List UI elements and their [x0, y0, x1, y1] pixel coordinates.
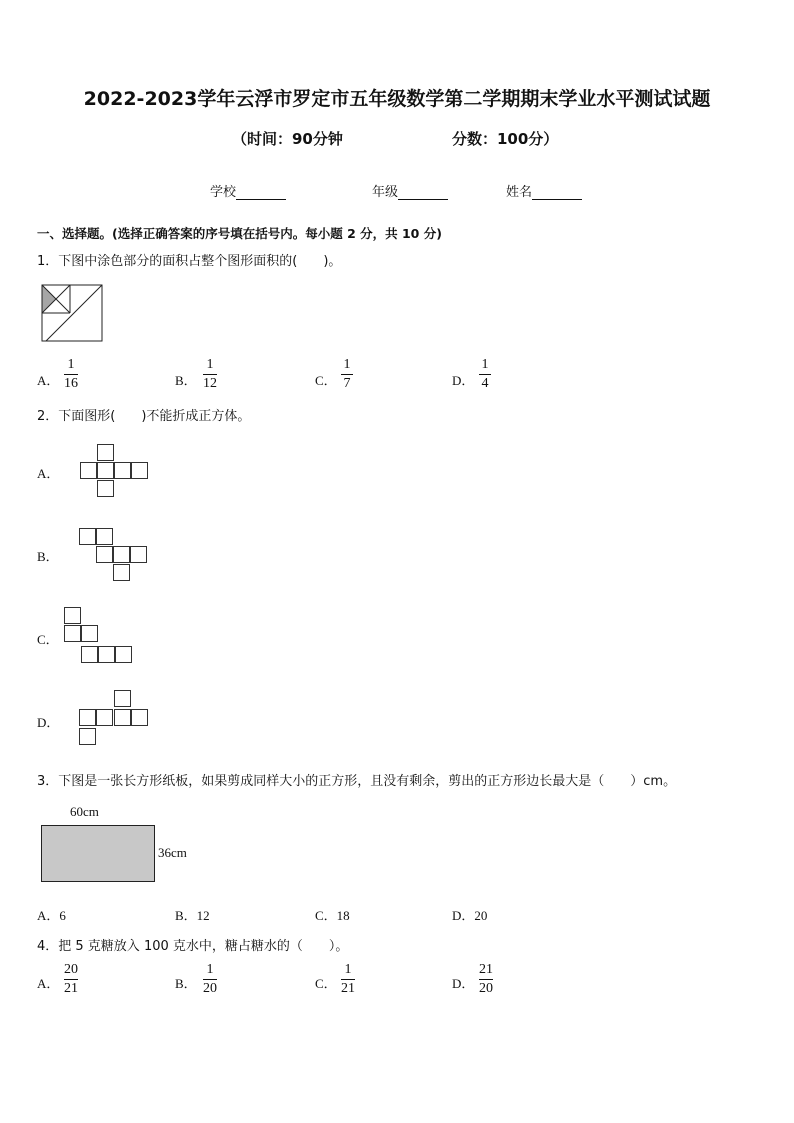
q4-option-b-fraction — [203, 962, 217, 996]
cardboard-rectangle — [41, 825, 155, 882]
q1-option-d-fraction — [479, 357, 491, 391]
question-1-stem: 1．下图中涂色部分的面积占整个图形面积的( )。 — [37, 254, 342, 269]
q4-option-a-fraction — [64, 962, 78, 996]
question-2-stem: 2．下面图形( )不能折成正方体。 — [37, 409, 251, 424]
denominator: 20 — [203, 981, 217, 996]
q3-option-d: D．20 — [452, 908, 488, 923]
rect-width-label: 60cm — [70, 804, 99, 819]
q1-option-c-label: C． — [315, 373, 337, 388]
q4-option-d-label: D． — [452, 976, 475, 991]
q3-option-c: C．18 — [315, 908, 350, 923]
numerator: 1 — [206, 962, 214, 977]
question-1-figure — [41, 284, 103, 342]
denominator: 20 — [479, 981, 493, 996]
numerator: 20 — [64, 962, 78, 977]
q1-option-c-fraction — [341, 357, 353, 391]
school-field — [210, 181, 286, 200]
school-blank — [236, 185, 286, 200]
grade-blank — [398, 185, 448, 200]
q2-option-d-label: D． — [37, 715, 60, 730]
numerator: 21 — [479, 962, 493, 977]
q1-option-b-fraction — [203, 357, 217, 391]
q1-option-d-label: D． — [452, 373, 475, 388]
rect-height-label: 36cm — [158, 845, 187, 860]
q3-option-b: B．12 — [175, 908, 210, 923]
q2-option-c-label: C． — [37, 632, 59, 647]
denominator: 12 — [203, 376, 217, 391]
section-heading: 一、选择题。(选择正确答案的序号填在括号内。每小题 2 分，共 10 分) — [37, 226, 442, 241]
name-field — [506, 181, 582, 200]
q3-option-a: A．6 — [37, 908, 66, 923]
name-label: 姓名 — [506, 185, 533, 200]
denominator: 4 — [481, 376, 489, 391]
grade-field — [372, 181, 448, 200]
numerator: 1 — [343, 357, 351, 372]
question-3-stem: 3．下图是一张长方形纸板，如果剪成同样大小的正方形，且没有剩余，剪出的正方形边长最大是（ ）cm。 — [37, 774, 677, 789]
q4-option-c-label: C． — [315, 976, 337, 991]
exam-score: 分数：100分） — [452, 130, 559, 148]
name-blank — [532, 185, 582, 200]
q1-option-a-fraction — [64, 357, 78, 391]
q2-option-b-label: B． — [37, 549, 59, 564]
page-title: 2022-2023学年云浮市罗定市五年级数学第二学期期末学业水平测试试题 — [83, 88, 711, 110]
numerator: 1 — [344, 962, 352, 977]
q4-option-a-label: A． — [37, 976, 60, 991]
denominator: 21 — [64, 981, 78, 996]
numerator: 1 — [67, 357, 75, 372]
denominator: 16 — [64, 376, 78, 391]
shaded-triangle — [42, 285, 56, 313]
q1-option-b-label: B． — [175, 373, 197, 388]
q4-option-d-fraction — [479, 962, 493, 996]
q4-option-b-label: B． — [175, 976, 197, 991]
q2-option-a-label: A． — [37, 466, 60, 481]
question-4-stem: 4．把 5 克糖放入 100 克水中，糖占糖水的（ ）。 — [37, 939, 349, 954]
denominator: 21 — [341, 981, 355, 996]
numerator: 1 — [206, 357, 214, 372]
numerator: 1 — [481, 357, 489, 372]
grade-label: 年级 — [372, 185, 399, 200]
exam-time: （时间：90分钟 — [232, 130, 343, 148]
q4-option-c-fraction — [341, 962, 355, 996]
denominator: 7 — [343, 376, 351, 391]
school-label: 学校 — [210, 185, 237, 200]
q1-option-a-label: A． — [37, 373, 60, 388]
